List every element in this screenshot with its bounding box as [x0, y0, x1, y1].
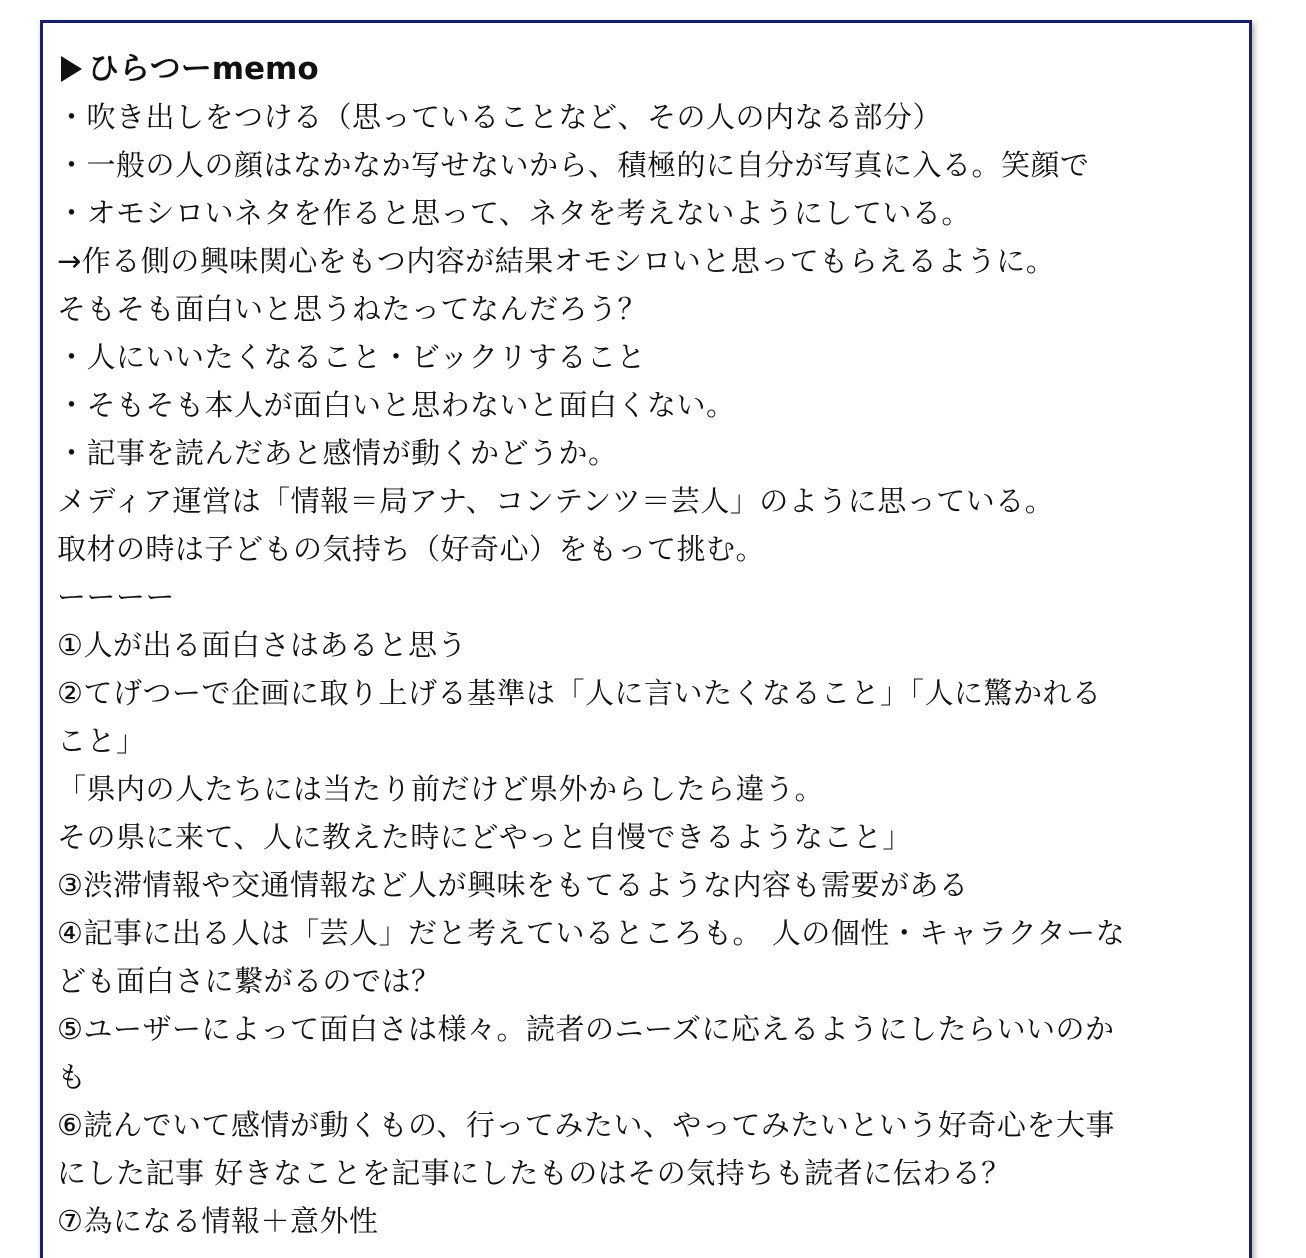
memo-line: →作る側の興味関心をもつ内容が結果オモシロいと思ってもらえるように。 — [57, 244, 1056, 278]
memo-line: も — [57, 1060, 87, 1094]
memo-line: その県に来て、人に教えた時にどやっと自慢できるようなこと」 — [57, 820, 912, 854]
memo-line: ・一般の人の顔はなかなか写せないから、積極的に自分が写真に入る。笑顔で — [57, 148, 1090, 182]
memo-line: ども面白さに繋がるのでは？ — [57, 964, 441, 998]
memo-line: ③渋滞情報や交通情報など人が興味をもてるような内容も需要がある — [57, 868, 969, 902]
memo-line: ④記事に出る人は「芸人」だと考えているところも。 人の個性・キャラクターな — [57, 916, 1126, 950]
memo-line: にした記事 好きなことを記事にしたものはその気持ちも読者に伝わる？ — [57, 1156, 1011, 1190]
memo-line: ②てげつーで企画に取り上げる基準は「人に言いたくなること」「人に驚かれる — [57, 676, 1102, 710]
memo-line: こと」 — [57, 724, 146, 758]
memo-lines — [57, 93, 1235, 1245]
memo-line: ・記事を読んだあと感情が動くかどうか。 — [57, 436, 618, 470]
memo-separator: ーーーー — [57, 580, 176, 614]
memo-line: 取材の時は子どもの気持ち（好奇心）をもって挑む。 — [57, 532, 766, 566]
memo-line: ⑤ユーザーによって面白さは様々。読者のニーズに応えるようにしたらいいのか — [57, 1012, 1115, 1046]
memo-line: ・オモシロいネタを作ると思って、ネタを考えないようにしている。 — [57, 196, 971, 230]
triangle-marker-icon — [61, 56, 82, 82]
memo-line: ①人が出る面白さはあると思う — [57, 628, 467, 662]
memo-title — [57, 45, 1235, 93]
memo-line: 「県内の人たちには当たり前だけど県外からしたら違う。 — [57, 772, 825, 806]
memo-box — [40, 20, 1252, 1258]
memo-line: ・吹き出しをつける（思っていることなど、その人の内なる部分） — [57, 100, 943, 134]
memo-title-text: ひらつーmemo — [88, 51, 319, 87]
memo-line: メディア運営は「情報＝局アナ、コンテンツ＝芸人」のように思っている。 — [57, 484, 1055, 518]
memo-line: ⑦為になる情報＋意外性 — [57, 1204, 379, 1238]
memo-line: ⑥読んでいて感情が動くもの、行ってみたい、やってみたいという好奇心を大事 — [57, 1108, 1115, 1142]
memo-line: ・そもそも本人が面白いと思わないと面白くない。 — [57, 388, 736, 422]
memo-line: そもそも面白いと思うねたってなんだろう？ — [57, 292, 648, 326]
memo-line: ・人にいいたくなること・ビックリすること — [57, 340, 646, 374]
